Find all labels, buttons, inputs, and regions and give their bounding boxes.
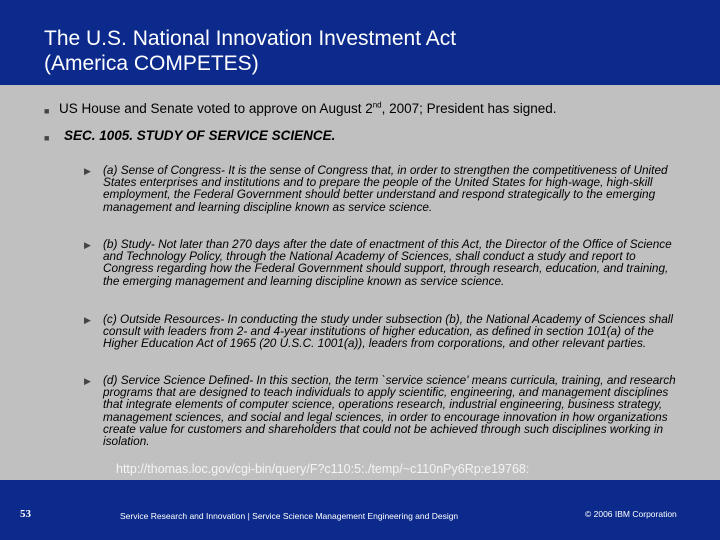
slide-footer [0, 480, 720, 540]
bullet-vote-text-before: US House and Senate voted to approve on August 2 [59, 101, 373, 116]
subbullet-a-text: (a) Sense of Congress- It is the sense of Congress that, in order to strengthen the competitiveness of United States enterprises and institutions and to prepare the people of the United States for high-wage, high-skill employment, the Federal Government should better understand and respond strategically to the emerging management and learning discipline known as service science. [103, 163, 668, 214]
footer-title: Service Research and Innovation | Service Science Management Engineering and Design [120, 511, 459, 521]
slide-title [44, 26, 456, 76]
subbullet-c-text: (c) Outside Resources- In conducting the study under subsection (b), the National Academy of Sciences shall consult with leaders from 2- and 4-year institutions of higher education, as defined in section 101(a) of the Higher Education Act of 1965 (20 U.S.C. 1001(a)), leaders from corporations, and other relevant parties. [103, 312, 674, 351]
bullet-section-text: SEC. 1005. STUDY OF SERVICE SCIENCE. [64, 128, 336, 143]
square-bullet-icon: ■ [44, 133, 50, 143]
bullet-vote-text [59, 101, 557, 117]
source-url-link[interactable]: http://thomas.loc.gov/cgi-bin/query/F?c110:5:./temp/~c110nPy6Rp:e19768: [116, 462, 530, 476]
subbullet-b [84, 238, 678, 287]
square-bullet-icon: ■ [44, 106, 50, 116]
triangle-arrow-icon: ▶ [84, 240, 91, 250]
title-line-1: The U.S. National Innovation Investment Act [44, 27, 457, 50]
page-number: 53 [20, 508, 31, 520]
title-line-2: (America COMPETES) [44, 52, 259, 75]
bullet-vote-text-after: , 2007; President has signed. [381, 101, 557, 116]
bullet-vote-superscript: nd [372, 100, 382, 110]
subbullet-c [84, 313, 678, 350]
triangle-arrow-icon: ▶ [84, 315, 91, 325]
slide-header [0, 0, 720, 85]
subbullet-a [84, 164, 678, 213]
subbullet-b-text: (b) Study- Not later than 270 days after the date of enactment of this Act, the Director of the Office of Science and Technology Policy, through the National Academy of Sciences, shall conduct a study and report to Congress regarding how the Federal Government should support, through research, education, and training, the emerging management and learning discipline known as service science. [103, 237, 672, 288]
copyright-notice: © 2006 IBM Corporation [585, 509, 677, 519]
triangle-arrow-icon: ▶ [84, 166, 91, 176]
triangle-arrow-icon: ▶ [84, 376, 91, 386]
subbullet-d [84, 374, 678, 447]
subbullet-d-text: (d) Service Science Defined- In this section, the term `service science' means curricula, training, and research programs that are designed to teach individuals to apply scientific, engineering, and management disciplines that integrate elements of computer science, operations research, industrial engineering, business strategy, management sciences, and social and legal sciences, in order to encourage innovation in how organizations create value for customers and shareholders that could not be achieved through such disciplines working in isolation. [103, 373, 676, 449]
